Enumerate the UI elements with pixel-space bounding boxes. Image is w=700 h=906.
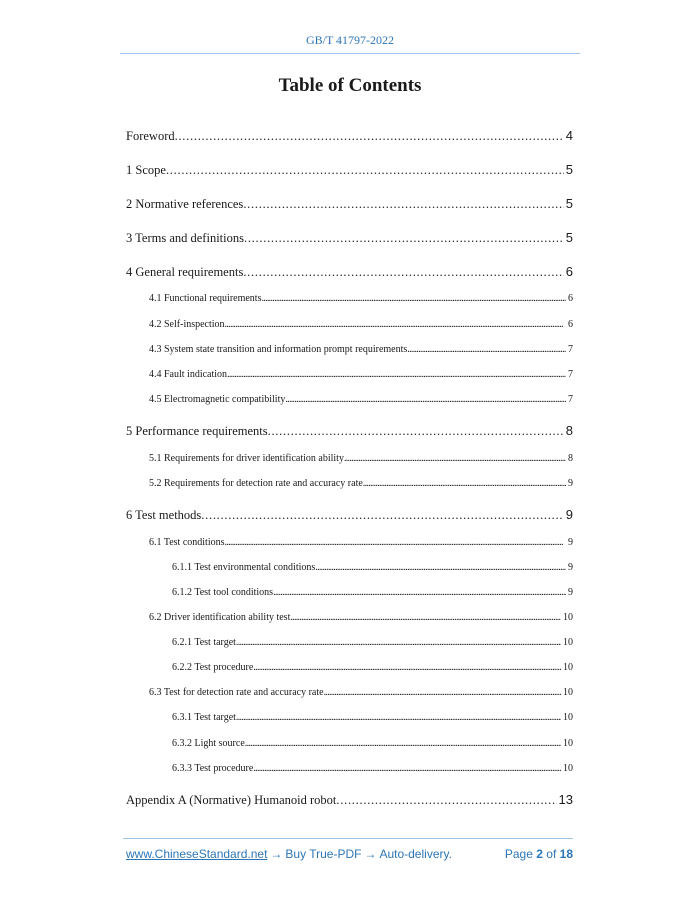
toc-entry[interactable]: 1 Scope . . . 5 [126,162,573,178]
toc-entry[interactable]: 4.2 Self-inspection . . . 6 [149,319,573,330]
toc-entry[interactable]: 6.3.2 Light source . . . 10 [172,738,573,749]
current-page: 2 [536,847,543,861]
toc-entry[interactable]: 2 Normative references . . . 5 [126,196,573,212]
promo-delivery-text: Auto-delivery. [379,847,452,861]
toc-entry[interactable]: 4.3 System state transition and information prompt requirements . . . 7 [149,344,573,355]
toc-entry[interactable]: 6.3.3 Test procedure . . . 10 [172,763,573,774]
toc-entry[interactable]: 6.1.2 Test tool conditions . . . 9 [172,587,573,598]
promo-buy-text: Buy True-PDF [285,847,362,861]
toc-entry[interactable]: 3 Terms and definitions . . . 5 [126,230,573,246]
toc-entry[interactable]: 6.3.1 Test target . . . 10 [172,712,573,723]
page-word: Page [504,847,533,861]
toc-entry[interactable]: 4.4 Fault indication . . . 7 [149,369,573,380]
page-title: Table of Contents [278,75,422,96]
toc-entry[interactable]: 5.2 Requirements for detection rate and accuracy rate . . . 9 [149,478,573,489]
page-footer [126,847,573,861]
total-pages: 18 [559,847,573,861]
header-standard-code: GB/T 41797-2022 [305,33,395,47]
site-link[interactable]: www.ChineseStandard.net [126,847,268,861]
page-indicator [505,847,573,861]
toc-entry[interactable]: 4 General requirements . . . 6 [126,264,573,280]
toc-entry[interactable]: 6 Test methods . . . 9 [126,507,573,523]
toc-entry[interactable]: Appendix A (Normative) Humanoid robot . . . 13 [126,792,573,808]
toc-entry[interactable]: 6.2.2 Test procedure . . . 10 [172,662,573,673]
footer-divider [123,838,573,839]
toc-entry[interactable]: 6.2 Driver identification ability test . . . 10 [149,612,573,623]
arrow-right-icon: → [364,847,377,861]
toc-entry[interactable]: 5.1 Requirements for driver identification ability . . . 8 [149,453,573,464]
toc-entry[interactable]: 5 Performance requirements . . . 8 [126,423,573,439]
of-word: of [546,847,557,861]
arrow-right-icon: → [270,847,283,861]
toc-entry[interactable]: 6.3 Test for detection rate and accuracy rate . . . 10 [149,687,573,698]
toc-entry[interactable]: 6.1 Test conditions . . . 9 [149,537,573,548]
toc-entry[interactable]: Foreword . . . 4 [126,128,573,144]
toc-entry[interactable]: 6.2.1 Test target . . . 10 [172,637,573,648]
toc-entry[interactable]: 4.5 Electromagnetic compatibility . . . 7 [149,394,573,405]
toc-entry[interactable]: 4.1 Functional requirements . . . 6 [149,293,573,304]
toc-entry[interactable]: 6.1.1 Test environmental conditions . . . 9 [172,562,573,573]
